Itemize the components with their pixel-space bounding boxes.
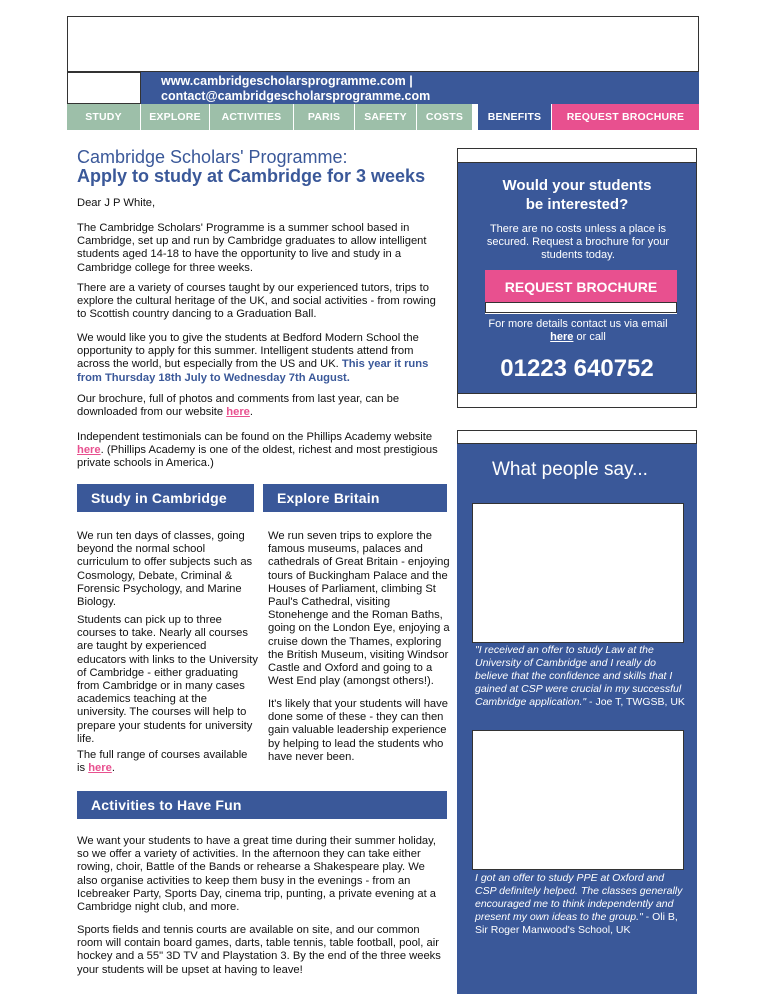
testimonial-photo-2 xyxy=(472,730,684,870)
testimonial-1-text: "I received an offer to study Law at the University of Cambridge and I really do believe that the confidence and skills that I gained at CSP were crucial in my successful Cambridge application." xyxy=(475,644,682,708)
testimonial-1-author: - Joe T, TWGSB, UK xyxy=(586,696,685,708)
logo-placeholder xyxy=(67,72,141,104)
cta-subtext: There are no costs unless a place is secured. Request a brochure for your students today. xyxy=(486,223,670,261)
study-paragraph-3: The full range of courses available is here. xyxy=(77,749,248,775)
testimonials-top-strip xyxy=(457,430,697,444)
cta-top-strip xyxy=(458,149,696,163)
nav-costs[interactable]: COSTS xyxy=(417,104,473,130)
study-paragraph-2: Students can pick up to three courses to take. Nearly all courses are taught by experienced educators with links to the University of Cambridge - either graduating from Cambridge or in many cases academics teaching at the university. The courses will help to prepare your students for university life. xyxy=(77,614,258,745)
nav-benefits[interactable]: BENEFITS xyxy=(478,104,552,130)
nav-activities[interactable]: ACTIVITIES xyxy=(210,104,294,130)
website-link[interactable]: www.cambridgescholarsprogramme.com | xyxy=(161,74,413,88)
testimonials-paragraph xyxy=(77,431,447,471)
invitation-paragraph xyxy=(77,332,447,385)
email-link[interactable]: contact@cambridgescholarsprogramme.com xyxy=(161,89,431,103)
email-here-link[interactable]: here xyxy=(550,331,574,343)
explore-paragraph-2: It's likely that your students will have done some of these - they can then gain valuable leadership experience by helping to lead the students who have never been. xyxy=(268,698,448,763)
dates-highlight: This year it runs from Thursday 18th July to Wednesday 7th August. xyxy=(77,358,429,384)
courses-link[interactable]: here xyxy=(88,762,112,775)
page-title-line1: Cambridge Scholars' Programme: xyxy=(77,147,348,167)
cta-sidebar xyxy=(457,148,697,408)
brochure-paragraph: Our brochure, full of photos and comments from last year, can be downloaded from our website here. xyxy=(77,393,400,419)
testimonials-sidebar xyxy=(457,430,697,994)
request-brochure-button[interactable]: REQUEST BROCHURE xyxy=(485,270,677,314)
testimonials-text-pre: Independent testimonials can be found on the Phillips Academy website xyxy=(77,431,433,443)
intro-paragraph: The Cambridge Scholars' Programme is a summer school based in Cambridge, set up and run by Cambridge graduates to allow intelligent students aged 14-18 to have the opportunity to live and study in a Cambridge college for three weeks. xyxy=(77,222,427,274)
more-details-text: For more details contact us via email xyxy=(488,318,668,330)
study-paragraph-1: We run ten days of classes, going beyond the normal school curriculum to offer subjects such as Cosmology, Debate, Criminal & Forensic Psychology, and Marine Biology. xyxy=(77,530,253,609)
salutation: Dear J P White, xyxy=(77,197,156,209)
nav-study[interactable]: STUDY xyxy=(67,104,141,130)
testimonial-2-text: I got an offer to study PPE at Oxford and CSP definitely helped. The classes generally encouraged me to think independently and present my own ideas to the group." xyxy=(475,872,683,923)
more-details-call: or call xyxy=(573,331,606,343)
contact-bar xyxy=(141,72,699,104)
activities-paragraph-1: We want your students to have a great time during their summer holiday, so we offer a variety of activities. In the afternoon they can take either rowing, choir, Battle of the Bands or rehearse a Shakespeare play. We also organise activities to keep them busy in the evenings - from an Icebreaker Party, Sports Day, cinema trip, punting, a private evening at a Cambridge night club, and more. xyxy=(77,835,437,914)
testimonial-2-author: - Oli B, Sir Roger Manwood's School, UK xyxy=(475,911,678,936)
nav-paris[interactable]: PARIS xyxy=(294,104,355,130)
cta-bottom-strip xyxy=(458,393,696,407)
brochure-text: Our brochure, full of photos and comments from last year, can be downloaded from our website xyxy=(77,393,400,419)
nav-safety[interactable]: SAFETY xyxy=(355,104,417,130)
testimonials-heading: What people say... xyxy=(492,459,648,480)
page-title-line2: Apply to study at Cambridge for 3 weeks xyxy=(77,166,426,186)
study-section-heading: Study in Cambridge xyxy=(77,484,254,512)
explore-section-heading: Explore Britain xyxy=(263,484,447,512)
cta-heading xyxy=(458,176,696,214)
invitation-text: We would like you to give the students at Bedford Modern School the opportunity to apply for this summer. Intelligent students attend from across the world, but especially from the US and UK. xyxy=(77,332,419,371)
nav-explore[interactable]: EXPLORE xyxy=(141,104,210,130)
testimonial-quote-2 xyxy=(475,872,687,937)
header-banner xyxy=(67,16,699,72)
testimonials-text-post: . (Phillips Academy is one of the oldest, richest and most prestigious private schools in America.) xyxy=(77,444,438,470)
explore-paragraph-1: We run seven trips to explore the famous museums, palaces and cathedrals of Great Britain - enjoying tours of Buckingham Palace and the Houses of Parliament, climbing St Paul's Cathedral, visiting Stonehenge and the Roman Baths, going on the London Eye, enjoying a cruise down the Thames, exploring the British Museum, visiting Windsor Castle and Oxford and going to a West End play (amongst others!). xyxy=(268,530,450,688)
brochure-download-link[interactable]: here xyxy=(226,406,250,419)
cta-heading-text: Would your students be interested? xyxy=(502,177,652,213)
testimonial-quote-1 xyxy=(475,644,687,709)
activities-section-heading: Activities to Have Fun xyxy=(77,791,447,819)
nav-request-brochure[interactable]: REQUEST BROCHURE xyxy=(552,104,699,130)
phone-number[interactable]: 01223 640752 xyxy=(500,355,654,382)
activities-paragraph-2: Sports fields and tennis courts are available on site, and our common room will contain board games, darts, table tennis, table football, pool, air hockey and a 55" 3D TV and Playstation 3. By the end of the three weeks your students will be upset at having to leave! xyxy=(77,924,441,976)
cta-more-details xyxy=(482,318,674,344)
phillips-academy-link[interactable]: here xyxy=(77,444,101,457)
testimonial-photo-1 xyxy=(472,503,684,643)
main-nav xyxy=(67,104,699,130)
study-courses-text: The full range of courses available is xyxy=(77,749,248,775)
courses-paragraph: There are a variety of courses taught by our experienced tutors, trips to explore the cultural heritage of the UK, and social activities - from rowing to Scottish country dancing to a Graduation Ball. xyxy=(77,282,436,321)
